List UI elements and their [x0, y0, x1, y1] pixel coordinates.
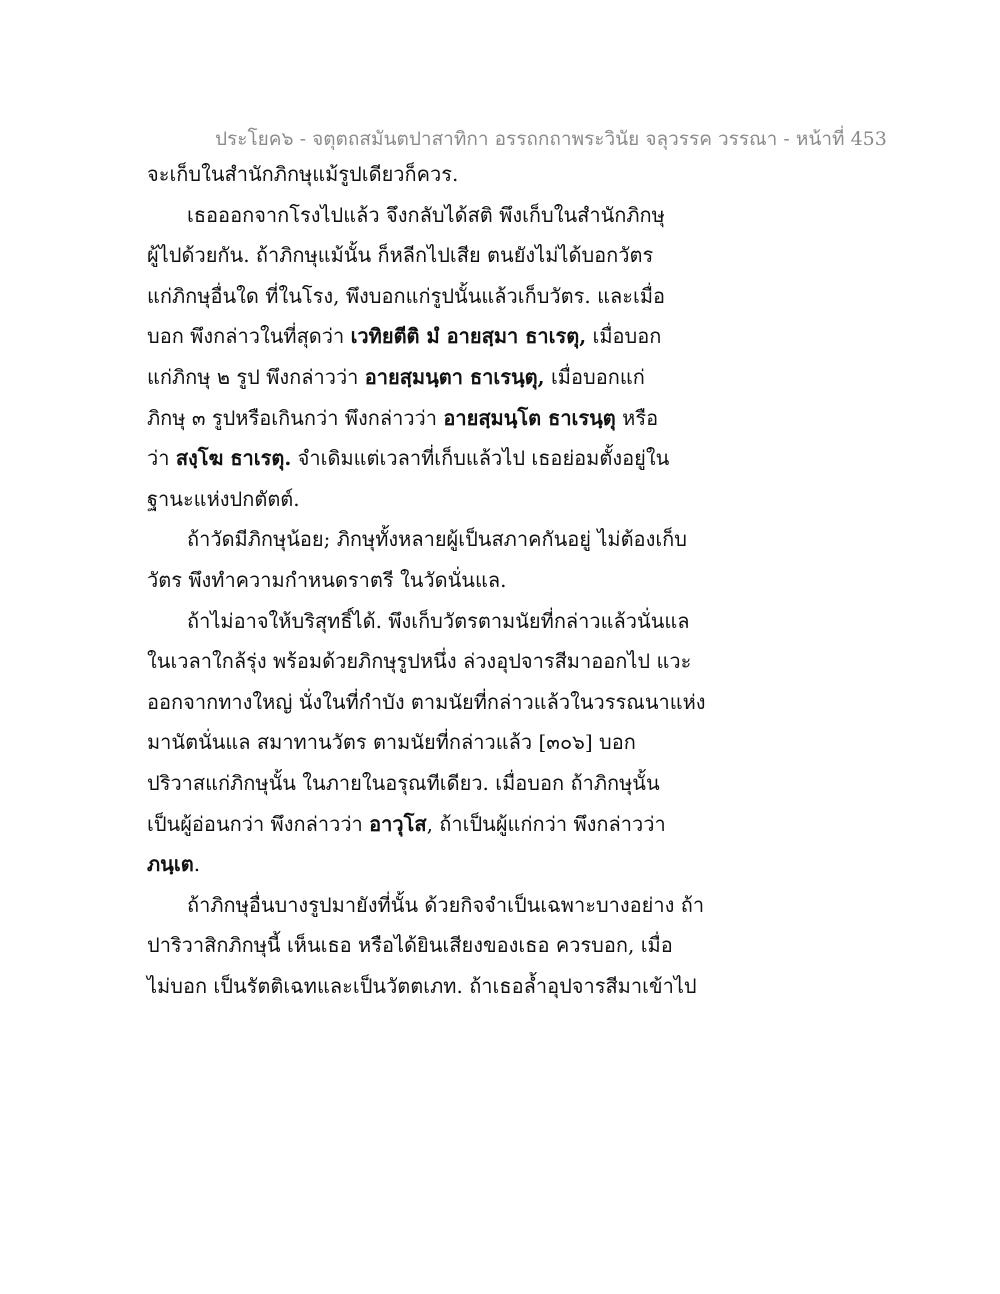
- text-line: [147, 519, 687, 560]
- text-segment: ไม่บอก เป็นรัตติเฉทและเป็นวัตตเภท. ถ้าเธอล้ำอุปจารสีมาเข้าไป: [147, 973, 697, 998]
- text-segment: แก่ภิกษุอื่นใด ที่ในโรง, พึงบอกแก่รูปนั้นแล้วเก็บวัตร. และเมื่อ: [147, 283, 666, 308]
- pali-term: เวทิยตีติ มํ อายสฺมา ธาเรตุ,: [350, 324, 587, 349]
- text-line: [147, 479, 687, 520]
- text-segment: ถ้าไม่อาจให้บริสุทธิ์ได้. พึงเก็บวัตรตามนัยที่กล่าวแล้วนั่นแล: [187, 608, 690, 633]
- text-segment: ถ้าวัดมีภิกษุน้อย; ภิกษุทั้งหลายผู้เป็นสภาคกันอยู่ ไม่ต้องเก็บ: [187, 527, 687, 552]
- text-segment: .: [193, 852, 201, 877]
- text-line: [147, 804, 687, 845]
- text-segment: หรือ: [615, 405, 659, 430]
- text-segment: เมื่อบอก: [586, 324, 662, 349]
- text-segment: ในเวลาใกล้รุ่ง พร้อมด้วยภิกษุรูปหนึ่ง ล่วงอุปจารสีมาออกไป แวะ: [147, 649, 692, 674]
- pali-term: อายสฺมนฺโต ธาเรนฺตุ: [443, 405, 616, 430]
- text-segment: เมื่อบอกแก่: [544, 364, 645, 389]
- text-line: [147, 560, 687, 601]
- text-segment: บอก พึงกล่าวในที่สุดว่า: [147, 324, 351, 349]
- body-text: [147, 154, 706, 1006]
- text-segment: มานัตนั่นแล สมาทานวัตร ตามนัยที่กล่าวแล้ว [๓๐๖] บอก: [147, 730, 636, 755]
- text-line: [147, 682, 706, 723]
- text-segment: เธอออกจากโรงไปแล้ว จึงกลับได้สติ พึงเก็บในสำนักภิกษุ: [187, 202, 665, 227]
- text-line: [147, 844, 687, 885]
- running-header: ประโยค๖ - จตุตถสมันตปาสาทิกา อรรถกถาพระวินัย จลุวรรค วรรณา - หน้าที่ 453: [215, 128, 887, 150]
- pali-term: ภนฺเต: [147, 852, 194, 877]
- text-line: [147, 276, 687, 317]
- text-segment: ภิกษุ ๓ รูปหรือเกินกว่า พึงกล่าวว่า: [147, 405, 444, 430]
- text-line: [147, 722, 687, 763]
- text-segment: เป็นผู้อ่อนกว่า พึงกล่าวว่า: [147, 811, 370, 836]
- pali-term: อายสฺมนฺตา ธาเรนฺตุ,: [364, 364, 545, 389]
- text-line: [147, 763, 687, 804]
- text-line: [147, 885, 705, 926]
- text-segment: จำเดิมแต่เวลาที่เก็บแล้วไป เธอย่อมตั้งอยู่ใน: [291, 446, 670, 471]
- text-line: [147, 154, 687, 195]
- text-segment: ถ้าภิกษุอื่นบางรูปมายังที่นั้น ด้วยกิจจำเป็นเฉพาะบางอย่าง ถ้า: [187, 892, 705, 917]
- text-line: [147, 438, 687, 479]
- text-segment: ออกจากทางใหญ่ นั่งในที่กำบัง ตามนัยที่กล่าวแล้วในวรรณนาแห่ง: [147, 689, 706, 714]
- text-line: [147, 641, 692, 682]
- text-line: [147, 357, 687, 398]
- text-line: [147, 316, 687, 357]
- text-segment: ฐานะแห่งปกตัตต์.: [147, 486, 300, 511]
- text-segment: ผู้ไปด้วยกัน. ถ้าภิกษุแม้นั้น ก็หลีกไปเสีย ตนยังไม่ได้บอกวัตร: [147, 243, 654, 268]
- text-line: [147, 925, 687, 966]
- text-segment: , ถ้าเป็นผู้แก่กว่า พึงกล่าวว่า: [426, 811, 666, 836]
- text-segment: จะเก็บในสำนักภิกษุแม้รูปเดียวก็ควร.: [147, 162, 459, 186]
- text-segment: แก่ภิกษุ ๒ รูป พึงกล่าวว่า: [147, 364, 365, 389]
- text-line: [147, 235, 687, 276]
- pali-term: อาวุโส: [369, 811, 427, 836]
- text-line: [147, 398, 687, 439]
- text-line: [147, 601, 690, 642]
- text-line: [147, 195, 687, 236]
- text-segment: ปาริวาสิกภิกษุนี้ เห็นเธอ หรือได้ยินเสียงของเธอ ควรบอก, เมื่อ: [147, 933, 673, 958]
- pali-term: สงฺโฆ ธาเรตุ.: [175, 446, 292, 471]
- text-segment: ว่า: [147, 446, 176, 471]
- text-line: [147, 966, 697, 1007]
- text-segment: ปริวาสแก่ภิกษุนั้น ในภายในอรุณทีเดียว. เมื่อบอก ถ้าภิกษุนั้น: [147, 770, 660, 795]
- text-segment: วัตร พึงทำความกำหนดราตรี ในวัดนั่นแล.: [147, 567, 507, 592]
